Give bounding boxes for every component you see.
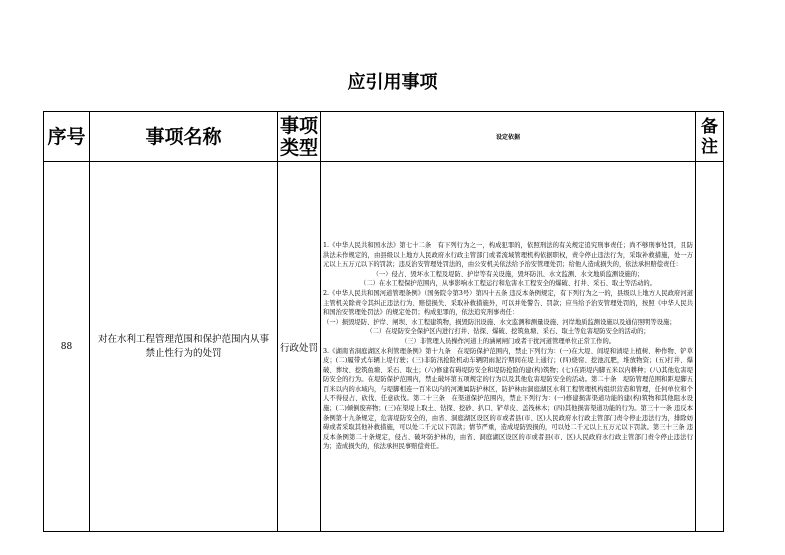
page-title: 应引用事项 (347, 72, 438, 93)
header-basis: 设定依据 (321, 112, 696, 162)
item-table (43, 111, 724, 532)
header-note: 备注 (696, 112, 724, 162)
row-type: 行政处罚 (278, 162, 321, 532)
table-row (44, 162, 724, 532)
header-name: 事项名称 (90, 112, 278, 162)
basis-paragraph: （三）非管理人员操作河道上的涵闸闸门或者干扰河道管理单位正常工作的。 (400, 337, 616, 345)
basis-paragraph: （一）侵占、毁坏水工程及堤防、护岸等有关设施，毁坏防汛、水文监测、水文地质监测设施的； (372, 270, 644, 278)
row-note (696, 162, 724, 532)
row-no: 88 (44, 162, 90, 532)
header-no: 序号 (44, 112, 90, 162)
basis-paragraph: （一）损毁堤防、护岸、闸坝、水工程建筑物，损毁防汛设施、水文监测和测量设施、河岸地质监测设施以及通信照明等设施； (323, 318, 676, 326)
basis-paragraph: 3.《湖南省洞庭湖区水利管理条例》第十九条 在堤防保护范围内，禁止下列行为：(一)在大堤、间堤和渍堤上植树、种作物、铲草皮；(二)履带式车辆上堤行驶；(三)非防汛抢险机动车辆阴雨泥泞期间在堤上通行；(四)烧窑、挖池沉肥，堆放物资；(五)打井、爆破、葬坟、挖筑鱼塘、采石、取土；(六)修建有碍堤防安全和堤防抢险的建(构)筑物；(七)在距堤内脚五米以内耕种；(八)其他危害堤防安全的行为。在堤防保护范围内，禁止破坏第五项规定的行为以及其他危害堤防安全的活动。第二十条 堤防管理范围和距堤脚五百米以内的水域内，与堤脚相连一百米以内的河滩属防护林区，防护林由洞庭湖区水利工程管理机构组织营造和管理，任何单位和个人不得侵占、砍伐、任意砍伐。第二十三条 在渠道保护范围内，禁止下列行为：(一)修建损害渠道功能的建(构)筑物和其他阻水设施；(二)倾倒废弃物；(三)在渠堤上取土、钻探、挖砂、扒口、铲草皮、盖筏林木；(四)其他损害渠道功能的行为。第三十一条 违反本条例第十九条规定，危害堤防安全的，由省、洞庭湖区设区的市或者县(市、区)人民政府水行政主管部门责令停止违法行为，排除妨碍或者采取其他补救措施，可以处二千元以下罚款；情节严重，造成堤防毁损的，可以处二千元以上五万元以下罚款。第三十三条 违反本条例第二十条规定，侵占、破坏防护林的，由省、洞庭湖区设区的市或者县(市、区)人民政府水行政主管部门责令停止违法行为；造成损失的，依法承担民事赔偿责任。 (323, 347, 693, 451)
row-basis (321, 162, 696, 532)
basis-paragraph: （二）在水工程保护范围内，从事影响水工程运行和危害水工程安全的爆破、打井、采石、取土等活动的。 (360, 280, 656, 288)
basis-paragraph: 1.《中华人民共和国水法》第七十二条 有下列行为之一，构成犯罪的，依照刑法的有关规定追究刑事责任；尚不够刑事处罚，且防洪法未作规定的，由县级以上地方人民政府水行政主管部门或者流域管理机构依据职权，责令停止违法行为，采取补救措施，处一万元以上五万元以下的罚款；违反治安管理处罚法的，由公安机关依法给予治安管理处罚；给他人造成损失的，依法承担赔偿责任： (323, 241, 693, 269)
row-name: 对在水利工程管理范围和保护范围内从事禁止性行为的处罚 (90, 162, 278, 532)
basis-paragraph: （二）在堤防安全保护区内进行打井、钻探、爆破、挖筑鱼塘、采石、取土等危害堤防安全的活动的； (366, 328, 650, 336)
basis-paragraph: 2.《中华人民共和国河道管理条例》（国务院令第3号）第四十五条 违反本条例规定，有下列行为之一的，县级以上地方人民政府河道主管机关除责令其纠正违法行为、赔偿损失、采取补救措施外，可以并处警告、罚款；应当给予治安管理处罚的，按照《中华人民共和国治安管理处罚法》的规定处罚；构成犯罪的，依法追究刑事责任： (323, 289, 693, 317)
header-type: 事项类型 (278, 112, 321, 162)
header-row (44, 112, 724, 162)
